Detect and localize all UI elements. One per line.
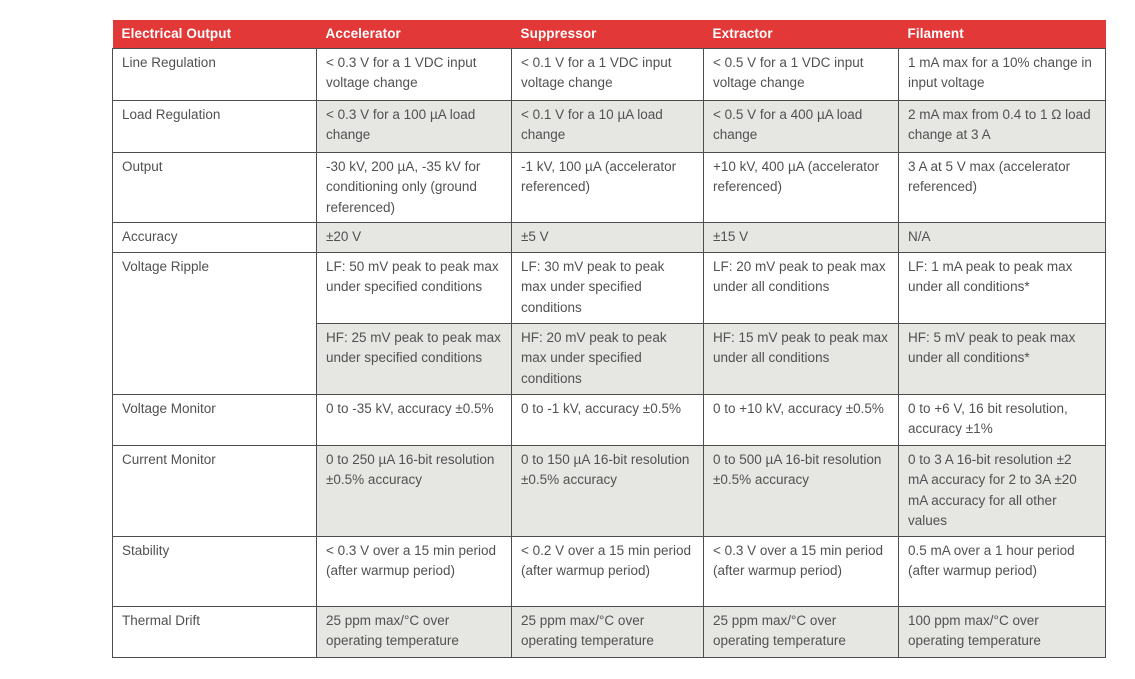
spec-cell: +10 kV, 400 µA (accelerator referenced) — [704, 152, 899, 223]
row-label-voltage-monitor: Voltage Monitor — [113, 394, 317, 445]
spec-cell: 0 to 500 µA 16-bit resolution ±0.5% accuracy — [704, 445, 899, 536]
spec-cell: < 0.5 V for a 400 µA load change — [704, 100, 899, 152]
column-header-electrical-output: Electrical Output — [113, 20, 317, 48]
spec-cell: 0 to 250 µA 16-bit resolution ±0.5% accuracy — [317, 445, 512, 536]
table-header-row — [113, 20, 1106, 48]
spec-cell: -1 kV, 100 µA (accelerator referenced) — [512, 152, 704, 223]
spec-cell: 0 to +6 V, 16 bit resolution, accuracy ±1% — [899, 394, 1106, 445]
spec-cell: 0 to -1 kV, accuracy ±0.5% — [512, 394, 704, 445]
spec-cell: 2 mA max from 0.4 to 1 Ω load change at 3 A — [899, 100, 1106, 152]
spec-cell: ±20 V — [317, 223, 512, 253]
spec-cell: 25 ppm max/°C over operating temperature — [317, 606, 512, 657]
spec-cell: < 0.1 V for a 10 µA load change — [512, 100, 704, 152]
spec-cell: 25 ppm max/°C over operating temperature — [512, 606, 704, 657]
spec-cell: 0 to 150 µA 16-bit resolution ±0.5% accuracy — [512, 445, 704, 536]
table-row-current-monitor — [113, 445, 1106, 536]
spec-cell: 100 ppm max/°C over operating temperature — [899, 606, 1106, 657]
spec-cell: 3 A at 5 V max (accelerator referenced) — [899, 152, 1106, 223]
spec-cell: 25 ppm max/°C over operating temperature — [704, 606, 899, 657]
column-header-suppressor: Suppressor — [512, 20, 704, 48]
spec-cell: HF: 5 mV peak to peak max under all conditions* — [899, 323, 1106, 394]
spec-cell: 0.5 mA over a 1 hour period (after warmup period) — [899, 536, 1106, 606]
row-label-stability: Stability — [113, 536, 317, 606]
table-row-voltage-ripple-lf — [113, 252, 1106, 323]
spec-cell: < 0.3 V for a 1 VDC input voltage change — [317, 48, 512, 100]
row-label-accuracy: Accuracy — [113, 223, 317, 253]
row-label-thermal-drift: Thermal Drift — [113, 606, 317, 657]
electrical-output-spec-table — [112, 20, 1106, 658]
table-row-load-regulation — [113, 100, 1106, 152]
row-label-current-monitor: Current Monitor — [113, 445, 317, 536]
spec-cell: 1 mA max for a 10% change in input voltage — [899, 48, 1106, 100]
spec-cell: < 0.2 V over a 15 min period (after warmup period) — [512, 536, 704, 606]
spec-cell: LF: 1 mA peak to peak max under all conditions* — [899, 252, 1106, 323]
spec-cell: < 0.3 V for a 100 µA load change — [317, 100, 512, 152]
table-row-voltage-monitor — [113, 394, 1106, 445]
spec-cell: < 0.1 V for a 1 VDC input voltage change — [512, 48, 704, 100]
row-label-voltage-ripple: Voltage Ripple — [113, 252, 317, 394]
column-header-accelerator: Accelerator — [317, 20, 512, 48]
spec-cell: HF: 15 mV peak to peak max under all conditions — [704, 323, 899, 394]
spec-cell: 0 to -35 kV, accuracy ±0.5% — [317, 394, 512, 445]
spec-cell: 0 to +10 kV, accuracy ±0.5% — [704, 394, 899, 445]
spec-cell: < 0.3 V over a 15 min period (after warmup period) — [704, 536, 899, 606]
row-label-line-regulation: Line Regulation — [113, 48, 317, 100]
spec-cell: < 0.3 V over a 15 min period (after warmup period) — [317, 536, 512, 606]
spec-cell: LF: 20 mV peak to peak max under all conditions — [704, 252, 899, 323]
table-row-stability — [113, 536, 1106, 606]
spec-cell: < 0.5 V for a 1 VDC input voltage change — [704, 48, 899, 100]
row-label-output: Output — [113, 152, 317, 223]
table-row-output — [113, 152, 1106, 223]
spec-cell: ±5 V — [512, 223, 704, 253]
spec-cell: HF: 20 mV peak to peak max under specified conditions — [512, 323, 704, 394]
spec-cell: 0 to 3 A 16-bit resolution ±2 mA accuracy for 2 to 3A ±20 mA accuracy for all other values — [899, 445, 1106, 536]
table-row-accuracy — [113, 223, 1106, 253]
table-row-line-regulation — [113, 48, 1106, 100]
spec-cell: -30 kV, 200 µA, -35 kV for conditioning only (ground referenced) — [317, 152, 512, 223]
column-header-extractor: Extractor — [704, 20, 899, 48]
spec-cell: LF: 50 mV peak to peak max under specified conditions — [317, 252, 512, 323]
column-header-filament: Filament — [899, 20, 1106, 48]
spec-cell: LF: 30 mV peak to peak max under specified conditions — [512, 252, 704, 323]
spec-cell: N/A — [899, 223, 1106, 253]
spec-cell: HF: 25 mV peak to peak max under specified conditions — [317, 323, 512, 394]
spec-cell: ±15 V — [704, 223, 899, 253]
table-row-thermal-drift — [113, 606, 1106, 657]
row-label-load-regulation: Load Regulation — [113, 100, 317, 152]
